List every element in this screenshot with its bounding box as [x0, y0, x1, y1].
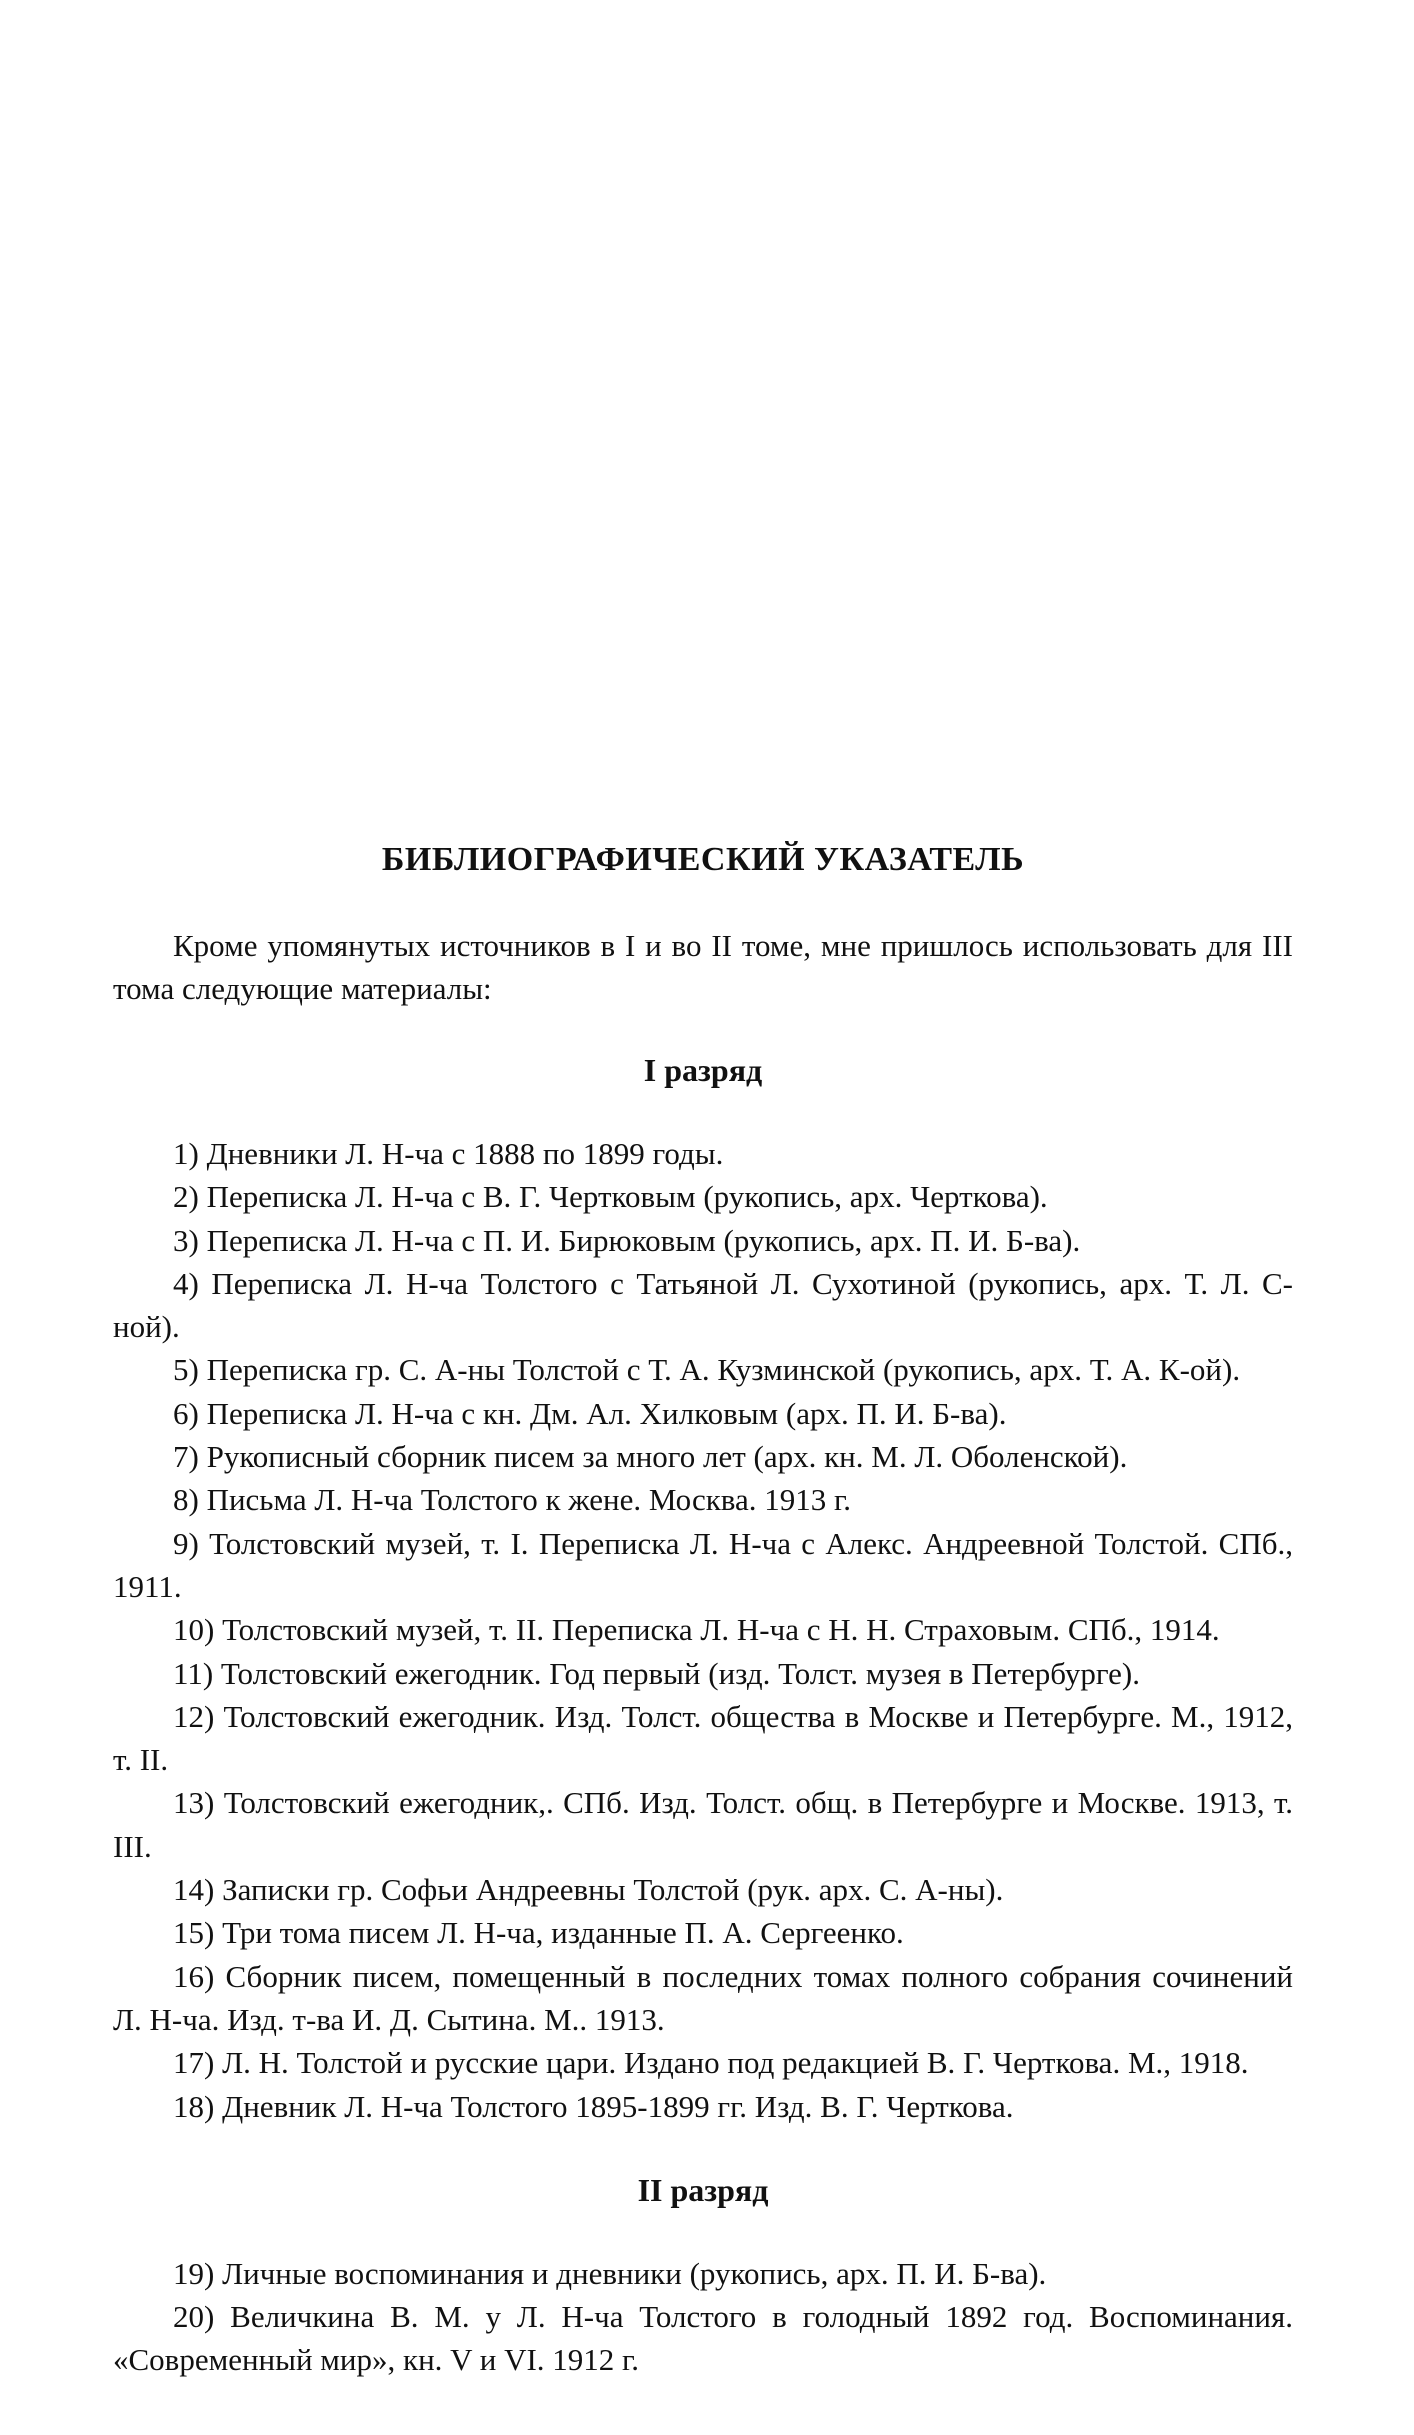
bibliography-entry: 6) Переписка Л. Н-ча с кн. Дм. Ал. Хилковым (арх. П. И. Б-ва).	[173, 1395, 1007, 1431]
section-2-list	[113, 2252, 1293, 2382]
bibliography-entry: 16) Сборник писем, помещенный в последних томах полного собрания сочинений Л. Н-ча. Изд. т-ва И. Д. Сытина. М.. 1913.	[113, 1958, 1293, 2037]
bibliography-entry: 8) Письма Л. Н-ча Толстого к жене. Москва. 1913 г.	[173, 1482, 851, 1518]
bibliography-entry: 19) Личные воспоминания и дневники (рукопись, арх. П. И. Б-ва).	[173, 2255, 1047, 2291]
bibliography-entry: 18) Дневник Л. Н-ча Толстого 1895-1899 гг. Изд. В. Г. Черткова.	[173, 2088, 1014, 2124]
bibliography-entry: 2) Переписка Л. Н-ча с В. Г. Чертковым (рукопись, арх. Черткова).	[173, 1179, 1048, 1215]
bibliography-entry: 10) Толстовский музей, т. II. Переписка Л. Н-ча с Н. Н. Страховым. СПб., 1914.	[173, 1612, 1220, 1648]
bibliography-entry: 3) Переписка Л. Н-ча с П. И. Бирюковым (рукопись, арх. П. И. Б-ва).	[173, 1222, 1081, 1258]
bibliography-entry: 1) Дневники Л. Н-ча с 1888 по 1899 годы.	[173, 1136, 724, 1171]
bibliography-entry: 5) Переписка гр. С. А-ны Толстой с Т. А. Кузминской (рукопись, арх. Т. А. К-ой).	[173, 1352, 1241, 1388]
section-1-list	[113, 1132, 1293, 2128]
bibliography-entry: 7) Рукописный сборник писем за много лет (арх. кн. М. Л. Оболенской).	[173, 1439, 1128, 1475]
bibliography-entry: 20) Величкина В. М. у Л. Н-ча Толстого в голодный 1892 год. Воспоминания. «Современный мир», кн. V и VI. 1912 г.	[113, 2299, 1293, 2378]
bibliography-entry: 9) Толстовский музей, т. I. Переписка Л. Н-ча с Алекс. Андреевной Толстой. СПб., 1911.	[113, 1525, 1293, 1604]
section-heading-2: II разряд	[637, 2171, 769, 2208]
section-heading-1: I разряд	[643, 1052, 763, 1088]
page-title: БИБЛИОГРАФИЧЕСКИЙ УКАЗАТЕЛЬ	[381, 841, 1025, 878]
bibliography-entry: 4) Переписка Л. Н-ча Толстого с Татьяной Л. Сухотиной (рукопись, арх. Т. Л. С-ной).	[113, 1265, 1293, 1345]
bibliography-entry: 13) Толстовский ежегодник,. СПб. Изд. Толст. общ. в Петербурге и Москве. 1913, т. III.	[113, 1785, 1293, 1864]
intro-paragraph: Кроме упомянутых источников в I и во II томе, мне пришлось использовать для III тома следующие материалы:	[113, 928, 1293, 1006]
bibliography-entry: 17) Л. Н. Толстой и русские цари. Издано под редакцией В. Г. Черткова. М., 1918.	[173, 2045, 1249, 2081]
bibliography-entry: 14) Записки гр. Софьи Андреевны Толстой (рук. арх. С. А-ны).	[173, 1872, 1004, 1908]
bibliography-content	[113, 838, 1293, 2422]
bibliography-entry: 12) Толстовский ежегодник. Изд. Толст. общества в Москве и Петербурге. М., 1912, т. II.	[113, 1698, 1293, 1778]
bibliography-entry: 11) Толстовский ежегодник. Год первый (изд. Толст. музея в Петербурге).	[173, 1655, 1140, 1691]
bibliography-entry: 15) Три тома писем Л. Н-ча, изданные П. А. Сергеенко.	[173, 1915, 904, 1951]
